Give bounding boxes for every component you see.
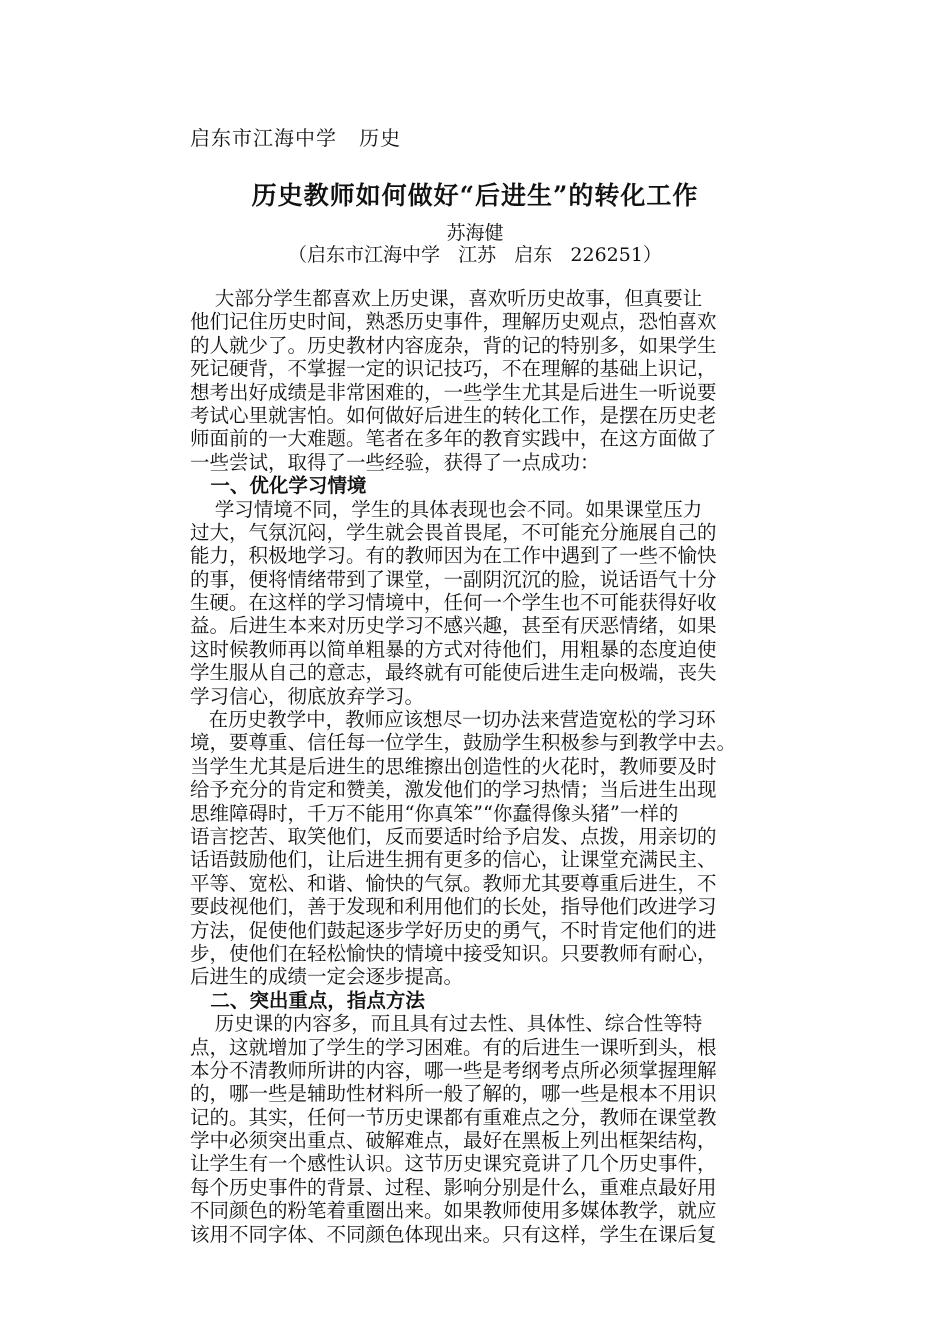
body-line: 不同颜色的粉笔着重圈出来。如果教师使用多媒体教学，就应	[190, 1199, 717, 1223]
body-line: 学生服从自己的意志，最终就有可能使后进生走向极端，丧失	[190, 661, 717, 685]
body-line: 学中必须突出重点、破解难点，最好在黑板上列出框架结构，	[190, 1129, 717, 1153]
body-line: 让学生有一个感性认识。这节历史课究竟讲了几个历史事件，	[190, 1152, 717, 1176]
body-line: 语言挖苦、取笑他们，反而要适时给予启发、点拨，用亲切的	[190, 824, 717, 848]
body-line: 后进生的成绩一定会逐步提高。	[190, 965, 464, 989]
section-heading: 一、优化学习情境	[190, 474, 367, 498]
body-line: 生硬。在这样的学习情境中，任何一个学生也不可能获得好收	[190, 591, 717, 615]
body-line: 当学生尤其是后进生的思维擦出创造性的火花时，教师要及时	[190, 754, 717, 778]
body-line: 他们记住历史时间，熟悉历史事件，理解历史观点，恐怕喜欢	[190, 310, 717, 334]
body-line: 思维障碍时，千万不能用“你真笨”“你蠢得像头猪”一样的	[190, 801, 679, 825]
body-line: 给予充分的肯定和赞美，激发他们的学习热情；当后进生出现	[190, 778, 717, 802]
section-heading: 二、突出重点，指点方法	[190, 988, 425, 1012]
article-body	[190, 287, 810, 1246]
body-line: 要歧视他们，善于发现和利用他们的长处，指导他们改进学习	[190, 895, 717, 919]
body-line: 本分不清教师所讲的内容，哪一些是考纲考点所必须掌握理解	[190, 1058, 717, 1082]
body-line: 方法，促使他们鼓起逐步学好历史的勇气，不时肯定他们的进	[190, 918, 717, 942]
body-line: 想考出好成绩是非常困难的，一些学生尤其是后进生一听说要	[190, 380, 717, 404]
body-line: 记的。其实，任何一节历史课都有重难点之分，教师在课堂教	[190, 1105, 717, 1129]
body-line: 大部分学生都喜欢上历史课，喜欢听历史故事，但真要让	[190, 287, 703, 310]
article-title: 历史教师如何做好“后进生”的转化工作	[251, 181, 699, 210]
body-line: 师面前的一大难题。笔者在多年的教育实践中，在这方面做了	[190, 427, 717, 451]
body-line: 步，使他们在轻松愉快的情境中接受知识。只要教师有耐心，	[190, 941, 717, 965]
article-affiliation: （启东市江海中学 江苏 启东 226251）	[288, 244, 662, 266]
header-school-subject: 启东市江海中学 历史	[190, 126, 402, 150]
body-line: 一些尝试，取得了一些经验，获得了一点成功：	[190, 450, 600, 474]
body-line: 点，这就增加了学生的学习困难。有的后进生一课听到头，根	[190, 1035, 717, 1059]
body-line: 学习情境不同，学生的具体表现也会不同。如果课堂压力	[190, 497, 703, 521]
body-line: 死记硬背，不掌握一定的识记技巧，不在理解的基础上识记，	[190, 357, 717, 381]
body-line: 益。后进生本来对历史学习不感兴趣，甚至有厌恶情绪，如果	[190, 614, 717, 638]
body-line: 境，要尊重、信任每一位学生，鼓励学生积极参与到教学中去。	[190, 731, 737, 755]
body-line: 学习信心，彻底放弃学习。	[190, 684, 425, 708]
body-line: 该用不同字体、不同颜色体现出来。只有这样，学生在课后复	[190, 1222, 717, 1246]
body-line: 过大，气氛沉闷，学生就会畏首畏尾，不可能充分施展自己的	[190, 520, 717, 544]
body-line: 话语鼓励他们，让后进生拥有更多的信心，让课堂充满民主、	[190, 848, 717, 872]
body-line: 的，哪一些是辅助性材料所一般了解的，哪一些是根本不用识	[190, 1082, 717, 1106]
body-line: 历史课的内容多，而且具有过去性、具体性、综合性等特	[190, 1012, 703, 1036]
body-line: 这时候教师再以简单粗暴的方式对待他们，用粗暴的态度迫使	[190, 637, 717, 661]
article-author: 苏海健	[446, 222, 504, 244]
body-line: 能力，积极地学习。有的教师因为在工作中遇到了一些不愉快	[190, 544, 717, 568]
body-line: 平等、宽松、和谐、愉快的气氛。教师尤其要尊重后进生，不	[190, 871, 717, 895]
body-line: 考试心里就害怕。如何做好后进生的转化工作，是摆在历史老	[190, 403, 717, 427]
body-line: 在历史教学中，教师应该想尽一切办法来营造宽松的学习环	[190, 708, 716, 732]
body-line: 的人就少了。历史教材内容庞杂，背的记的特别多，如果学生	[190, 333, 717, 357]
body-line: 的事，便将情绪带到了课堂，一副阴沉沉的脸，说话语气十分	[190, 567, 717, 591]
body-line: 每个历史事件的背景、过程、影响分别是什么，重难点最好用	[190, 1175, 717, 1199]
